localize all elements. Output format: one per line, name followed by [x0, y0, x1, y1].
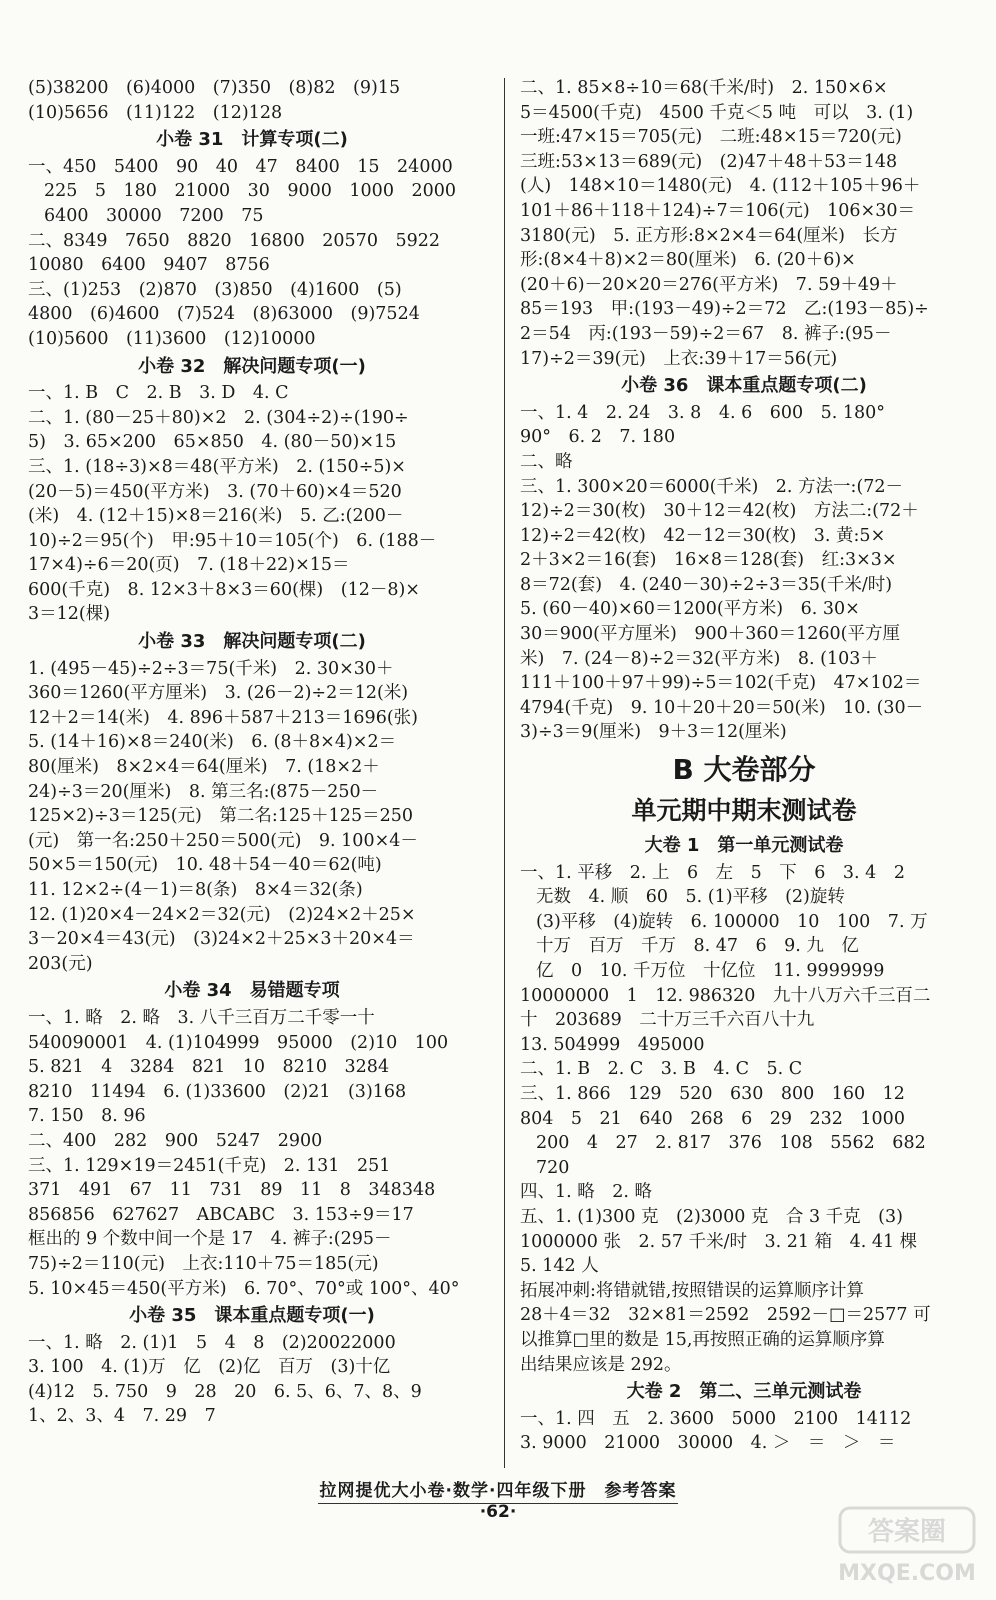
section-heading: 大卷 1 第一单元测试卷 [644, 835, 844, 857]
answer-line: 5. (60－40)×60＝1200(平方米) 6. 30× [520, 599, 860, 620]
footer-title-text: 拉网提优大小卷·数学·四年级下册 参考答案 [318, 1476, 678, 1504]
answer-line: 600(千克) 8. 12×3＋8×3＝60(棵) (12－8)× [28, 579, 420, 600]
answer-line: 12)÷2＝30(枚) 30＋12＝42(枚) 方法二:(72＋ [520, 501, 919, 522]
answer-line: 3. 100 4. (1)万 亿 (2)亿 百万 (3)十亿 [28, 1357, 391, 1378]
answer-line: 4794(千克) 9. 10＋20＋20＝50(米) 10. (30－ [520, 697, 924, 718]
answer-line: (3)平移 (4)旋转 6. 100000 10 100 7. 万 [536, 911, 928, 932]
answer-line: 3)÷3＝9(厘米) 9＋3＝12(厘米) [520, 722, 787, 743]
answer-line: 720 [536, 1157, 570, 1178]
answer-line: 540090001 4. (1)104999 95000 (2)10 100 [28, 1032, 449, 1053]
answer-line: (20＋6)－20×20＝276(平方米) 7. 59＋49＋ [520, 274, 898, 295]
section-heading: 小卷 34 易错题专项 [164, 980, 340, 1002]
part-title: B 大卷部分 [672, 753, 816, 787]
answer-line: 1000000 张 2. 57 千米/时 3. 21 箱 4. 41 棵 [520, 1231, 918, 1252]
answer-line: 90° 6. 2 7. 180 [520, 427, 676, 448]
column-divider [504, 78, 505, 1468]
section-heading: 小卷 35 课本重点题专项(一) [129, 1305, 375, 1327]
answer-line: (人) 148×10＝1480(元) 4. (112＋105＋96＋ [520, 176, 921, 197]
answer-line: 1. (495－45)÷2÷3＝75(千米) 2. 30×30＋ [28, 658, 394, 679]
answer-line: 十万 百万 千万 8. 47 6 9. 九 亿 [536, 936, 859, 957]
answer-line: 三、(1)253 (2)870 (3)850 (4)1600 (5) [28, 279, 402, 300]
answer-line: 28＋4＝32 32×81＝2592 2592－□＝2577 可 [520, 1305, 931, 1326]
footer-title [0, 1476, 996, 1504]
answer-line: 75)÷2＝110(元) 上衣:110＋75＝185(元) [28, 1253, 379, 1274]
section-heading: 小卷 31 计算专项(二) [156, 129, 348, 151]
answer-line: 框出的 9 个数中间一个是 17 4. 裤子:(295－ [28, 1229, 392, 1250]
answer-line: 一、450 5400 90 40 47 8400 15 24000 [28, 156, 453, 177]
answer-line: 出结果应该是 292。 [520, 1354, 682, 1375]
left-column [28, 76, 476, 1429]
answer-line: 5. 10×45＝450(平方米) 6. 70°、70°或 100°、40° [28, 1278, 460, 1299]
answer-line: 十 203689 二十万三千六百八十九 [520, 1010, 815, 1031]
watermark-top-text: 答案圈 [867, 1517, 947, 1547]
answer-line: 四、1. 略 2. 略 [520, 1182, 653, 1203]
page-number: ·62· [479, 1502, 517, 1522]
answer-line: 三班:53×13＝689(元) (2)47＋48＋53＝148 [520, 151, 898, 172]
answer-line: 三、1. 300×20＝6000(千米) 2. 方法一:(72－ [520, 476, 904, 497]
answer-line: 50×5＝150(元) 10. 48＋54－40＝62(吨) [28, 855, 382, 876]
section-heading: 大卷 2 第二、三单元测试卷 [626, 1381, 862, 1403]
answer-line: 5. 142 人 [520, 1256, 599, 1277]
answer-line: 7. 150 8. 96 [28, 1106, 146, 1127]
answer-line: 111＋100＋97＋99)÷5＝102(千克) 47×102＝ [520, 673, 922, 694]
answer-line: 形:(8×4＋8)×2＝80(厘米) 6. (20＋6)× [520, 250, 856, 271]
answer-line: 一、1. 四 五 2. 3600 5000 2100 14112 [520, 1408, 912, 1429]
answer-line: 二、1. 85×8÷10＝68(千米/时) 2. 150×6× [520, 78, 888, 98]
answer-line: 三、1. 129×19＝2451(千克) 2. 131 251 [28, 1155, 391, 1176]
answer-line: 二、8349 7650 8820 16800 20570 5922 [28, 230, 440, 251]
answer-line: (米) 4. (12＋15)×8＝216(米) 5. 乙:(200－ [28, 506, 404, 527]
answer-line: 米) 7. (24－8)÷2＝32(平方米) 8. (103＋ [520, 648, 878, 669]
answer-line: 3＝12(棵) [28, 604, 111, 625]
answer-line: 5) 3. 65×200 65×850 4. (80－50)×15 [28, 432, 397, 453]
answer-line: (5)38200 (6)4000 (7)350 (8)82 (9)15 [28, 78, 401, 98]
answer-line: 85＝193 甲:(193－49)÷2＝72 乙:(193－85)÷ [520, 299, 929, 320]
answer-line: 12)÷2＝42(枚) 42－12＝30(枚) 3. 黄:5× [520, 525, 886, 546]
answer-line: 二、1. B 2. C 3. B 4. C 5. C [520, 1059, 803, 1080]
answer-line: 一、1. B C 2. B 3. D 4. C [28, 383, 289, 404]
answer-line: 二、400 282 900 5247 2900 [28, 1130, 323, 1151]
answer-line: 一、1. 略 2. (1)1 5 4 8 (2)20022000 [28, 1332, 396, 1353]
answer-line: 200 4 27 2. 817 376 108 5562 682 [536, 1133, 926, 1154]
answer-line: (10)5656 (11)122 (12)128 [28, 102, 283, 123]
answer-line: 无数 4. 顺 60 5. (1)平移 (2)旋转 [536, 887, 845, 908]
answer-line: 371 491 67 11 731 89 11 8 348348 [28, 1180, 436, 1201]
answer-line: 一、1. 略 2. 略 3. 八千三百万二千零一十 [28, 1007, 375, 1028]
answer-line: 2＝54 丙:(193－59)÷2＝67 8. 裤子:(95－ [520, 323, 892, 344]
answer-line: 3180(元) 5. 正方形:8×2×4＝64(厘米) 长方 [520, 225, 898, 246]
answer-line: 一班:47×15＝705(元) 二班:48×15＝720(元) [520, 127, 902, 148]
answer-line: 125×2)÷3＝125(元) 第二名:125＋125＝250 [28, 806, 413, 827]
answer-line: 225 5 180 21000 30 9000 1000 2000 [44, 181, 456, 202]
answer-line: 10000000 1 12. 986320 九十八万六千三百二 [520, 985, 931, 1006]
watermark-site-text: MXQE.COM [838, 1561, 976, 1586]
answer-line: 5＝4500(千克) 4500 千克＜5 吨 可以 3. (1) [520, 102, 914, 123]
answer-line: 12＋2＝14(米) 4. 896＋587＋213＝1696(张) [28, 707, 418, 728]
answer-line: 二、1. (80－25＋80)×2 2. (304÷2)÷(190÷ [28, 407, 409, 428]
answer-line: 1、2、3、4 7. 29 7 [28, 1406, 216, 1427]
section-heading: 小卷 32 解决问题专项(一) [138, 355, 366, 377]
answer-line: 101＋86＋118＋124)÷7＝106(元) 106×30＝ [520, 200, 915, 221]
answer-line: (元) 第一名:250＋250＝500(元) 9. 100×4－ [28, 830, 418, 851]
answer-line: (20－5)＝450(平方米) 3. (70＋60)×4＝520 [28, 481, 402, 502]
answer-line: 5. 821 4 3284 821 10 8210 3284 [28, 1057, 390, 1078]
answer-line: 17×4)÷6＝20(页) 7. (18＋22)×15＝ [28, 555, 350, 576]
watermark-seal-icon [840, 1508, 974, 1552]
answer-line: 360＝1260(平方厘米) 3. (26－2)÷2＝12(米) [28, 683, 409, 704]
part-subtitle: 单元期中期末测试卷 [631, 796, 857, 826]
answer-line: 3－20×4＝43(元) (3)24×2＋25×3＋20×4＝ [28, 929, 415, 950]
answer-line: 4800 (6)4600 (7)524 (8)63000 (9)7524 [28, 304, 420, 325]
answer-line: 30＝900(平方厘米) 900＋360＝1260(平方厘 [520, 624, 900, 645]
answer-line: 6400 30000 7200 75 [44, 205, 264, 226]
answer-line: 11. 12×2÷(4－1)＝8(条) 8×4＝32(条) [28, 880, 363, 900]
answer-line: 10)÷2＝95(个) 甲:95＋10＝105(个) 6. (188－ [28, 530, 437, 551]
answer-line: 三、1. 866 129 520 630 800 160 12 [520, 1083, 905, 1104]
section-heading: 小卷 36 课本重点题专项(二) [621, 375, 867, 397]
answer-line: 五、1. (1)300 克 (2)3000 克 合 3 千克 (3) [520, 1206, 903, 1227]
answer-line: 804 5 21 640 268 6 29 232 1000 [520, 1108, 905, 1129]
answer-line: 一、1. 4 2. 24 3. 8 4. 6 600 5. 180° [520, 402, 886, 423]
answer-line: 一、1. 平移 2. 上 6 左 5 下 6 3. 4 2 [520, 862, 905, 883]
answer-line: 三、1. (18÷3)×8＝48(平方米) 2. (150÷5)× [28, 456, 406, 477]
answer-line: 拓展冲刺:将错就错,按照错误的运算顺序计算 [520, 1280, 864, 1301]
answer-line: 10080 6400 9407 8756 [28, 255, 270, 276]
answer-line: 5. (14＋16)×8＝240(米) 6. (8＋8×4)×2＝ [28, 732, 397, 753]
answer-line: 17)÷2＝39(元) 上衣:39＋17＝56(元) [520, 348, 838, 369]
section-heading: 小卷 33 解决问题专项(二) [138, 631, 366, 653]
answer-line: (10)5600 (11)3600 (12)10000 [28, 328, 316, 349]
answer-line: 13. 504999 495000 [520, 1034, 705, 1055]
answer-line: (4)12 5. 750 9 28 20 6. 5、6、7、8、9 [28, 1381, 422, 1402]
answer-line: 856856 627627 ABCABC 3. 153÷9＝17 [28, 1204, 414, 1225]
answer-line: 12. (1)20×4－24×2＝32(元) (2)24×2＋25× [28, 904, 416, 925]
answer-line: 二、略 [520, 451, 573, 472]
watermark-logo [832, 1504, 982, 1588]
answer-line: 203(元) [28, 953, 93, 974]
answer-line: 3. 9000 21000 30000 4. ＞ ＝ ＞ ＝ [520, 1433, 896, 1454]
answer-line: 80(厘米) 8×2×4＝64(厘米) 7. (18×2＋ [28, 757, 380, 778]
right-column [520, 76, 968, 1456]
answer-line: 2＋3×2＝16(套) 16×8＝128(套) 红:3×3× [520, 550, 897, 571]
answer-line: 24)÷3＝20(厘米) 8. 第三名:(875－250－ [28, 781, 379, 802]
answer-line: 8＝72(套) 4. (240－30)÷2÷3＝35(千米/时) [520, 574, 893, 595]
answer-line: 亿 0 10. 千万位 十亿位 11. 9999999 [536, 961, 885, 981]
answer-line: 以推算□里的数是 15,再按照正确的运算顺序算 [520, 1329, 885, 1350]
answer-line: 8210 11494 6. (1)33600 (2)21 (3)168 [28, 1081, 407, 1102]
